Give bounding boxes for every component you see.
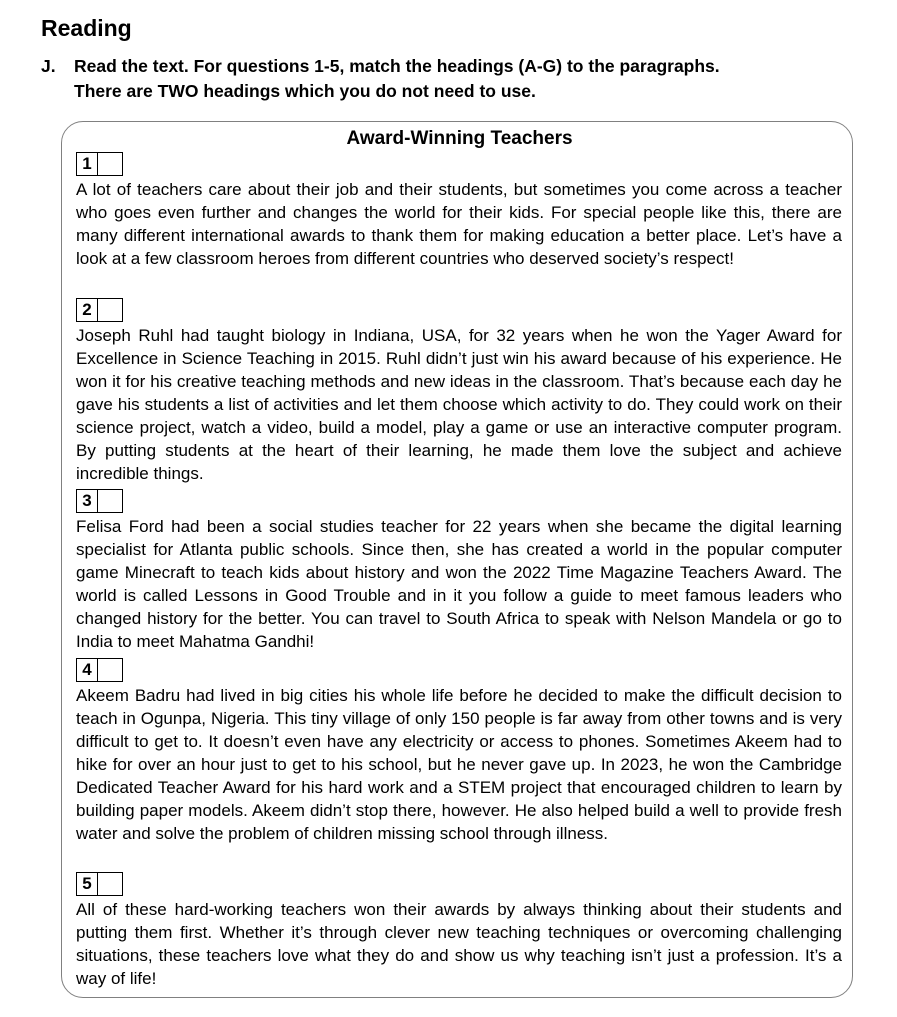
paragraph-3: Felisa Ford had been a social studies teacher for 22 years when she became the digital learning specialist for Atlanta public schools. Since then, she has created a world in the popular computer game Minecraft to teach kids about history and won the 2022 Time Magazine Teachers Award. The world is called Lessons in Good Trouble and in it you follow a guide to meet famous leaders who changed history for the better. You can travel to South Africa to speak with Nelson Mandela or go to India to meet Mahatma Gandhi!: [76, 517, 842, 651]
paragraph-4: Akeem Badru had lived in big cities his whole life before he decided to make the difficult decision to teach in Ogunpa, Nigeria. This tiny village of only 150 people is far away from other towns and is very difficult to get to. It doesn’t even have any electricity or access to phones. Sometimes Akeem had to hike for over an hour just to get to his school, but he never gave up. In 2023, he won the Cambridge Dedicated Teacher Award for his hard work and a STEM project that encouraged children to learn by building paper models. Akeem didn’t stop there, however. He also helped build a well to provide fresh water and solve the problem of children missing school through illness.: [76, 686, 842, 843]
answer-field[interactable]: [98, 658, 123, 682]
article-title: Award-Winning Teachers: [346, 128, 573, 149]
instruction-line-2: There are TWO headings which you do not need to use.: [74, 81, 536, 101]
instruction-line-1: Read the text. For questions 1-5, match the headings (A-G) to the paragraphs.: [74, 56, 720, 76]
paragraph-5: All of these hard-working teachers won their awards by always thinking about their students and putting them first. Whether it’s through clever new teaching techniques or overcoming challenging situations, these teachers love what they do and show us why teaching isn’t just a profession. It’s a way of life!: [76, 900, 842, 988]
paragraph-1: A lot of teachers care about their job and their students, but sometimes you come across a teacher who goes even further and changes the world for their kids. For special people like this, there are many different international awards to thank them for making education a better place. Let’s have a look at a few classroom heroes from different countries who deserved society’s respect!: [76, 180, 842, 268]
paragraph-number: 5: [76, 872, 98, 896]
paragraph-number: 3: [76, 489, 98, 513]
section-title: Reading: [41, 15, 132, 41]
answer-box-2: [76, 298, 123, 322]
task-letter: J.: [41, 56, 56, 76]
paragraph-number: 2: [76, 298, 98, 322]
answer-field[interactable]: [98, 489, 123, 513]
paragraph-number: 1: [76, 152, 98, 176]
answer-box-1: [76, 152, 123, 176]
paragraph-number: 4: [76, 658, 98, 682]
task-instruction: [41, 54, 861, 104]
answer-field[interactable]: [98, 872, 123, 896]
answer-box-3: [76, 489, 123, 513]
answer-field[interactable]: [98, 152, 123, 176]
answer-box-4: [76, 658, 123, 682]
answer-box-5: [76, 872, 123, 896]
paragraph-2: Joseph Ruhl had taught biology in Indiana, USA, for 32 years when he won the Yager Award for Excellence in Science Teaching in 2015. Ruhl didn’t just win his award because of his experience. He won it for his creative teaching methods and new ideas in the classroom. That’s because each day he gave his students a list of activities and let them choose which activity to do. They could work on their science project, watch a video, build a model, play a game or use an interactive computer program. By putting students at the heart of their learning, he made them love the subject and achieve incredible things.: [76, 326, 842, 483]
answer-field[interactable]: [98, 298, 123, 322]
